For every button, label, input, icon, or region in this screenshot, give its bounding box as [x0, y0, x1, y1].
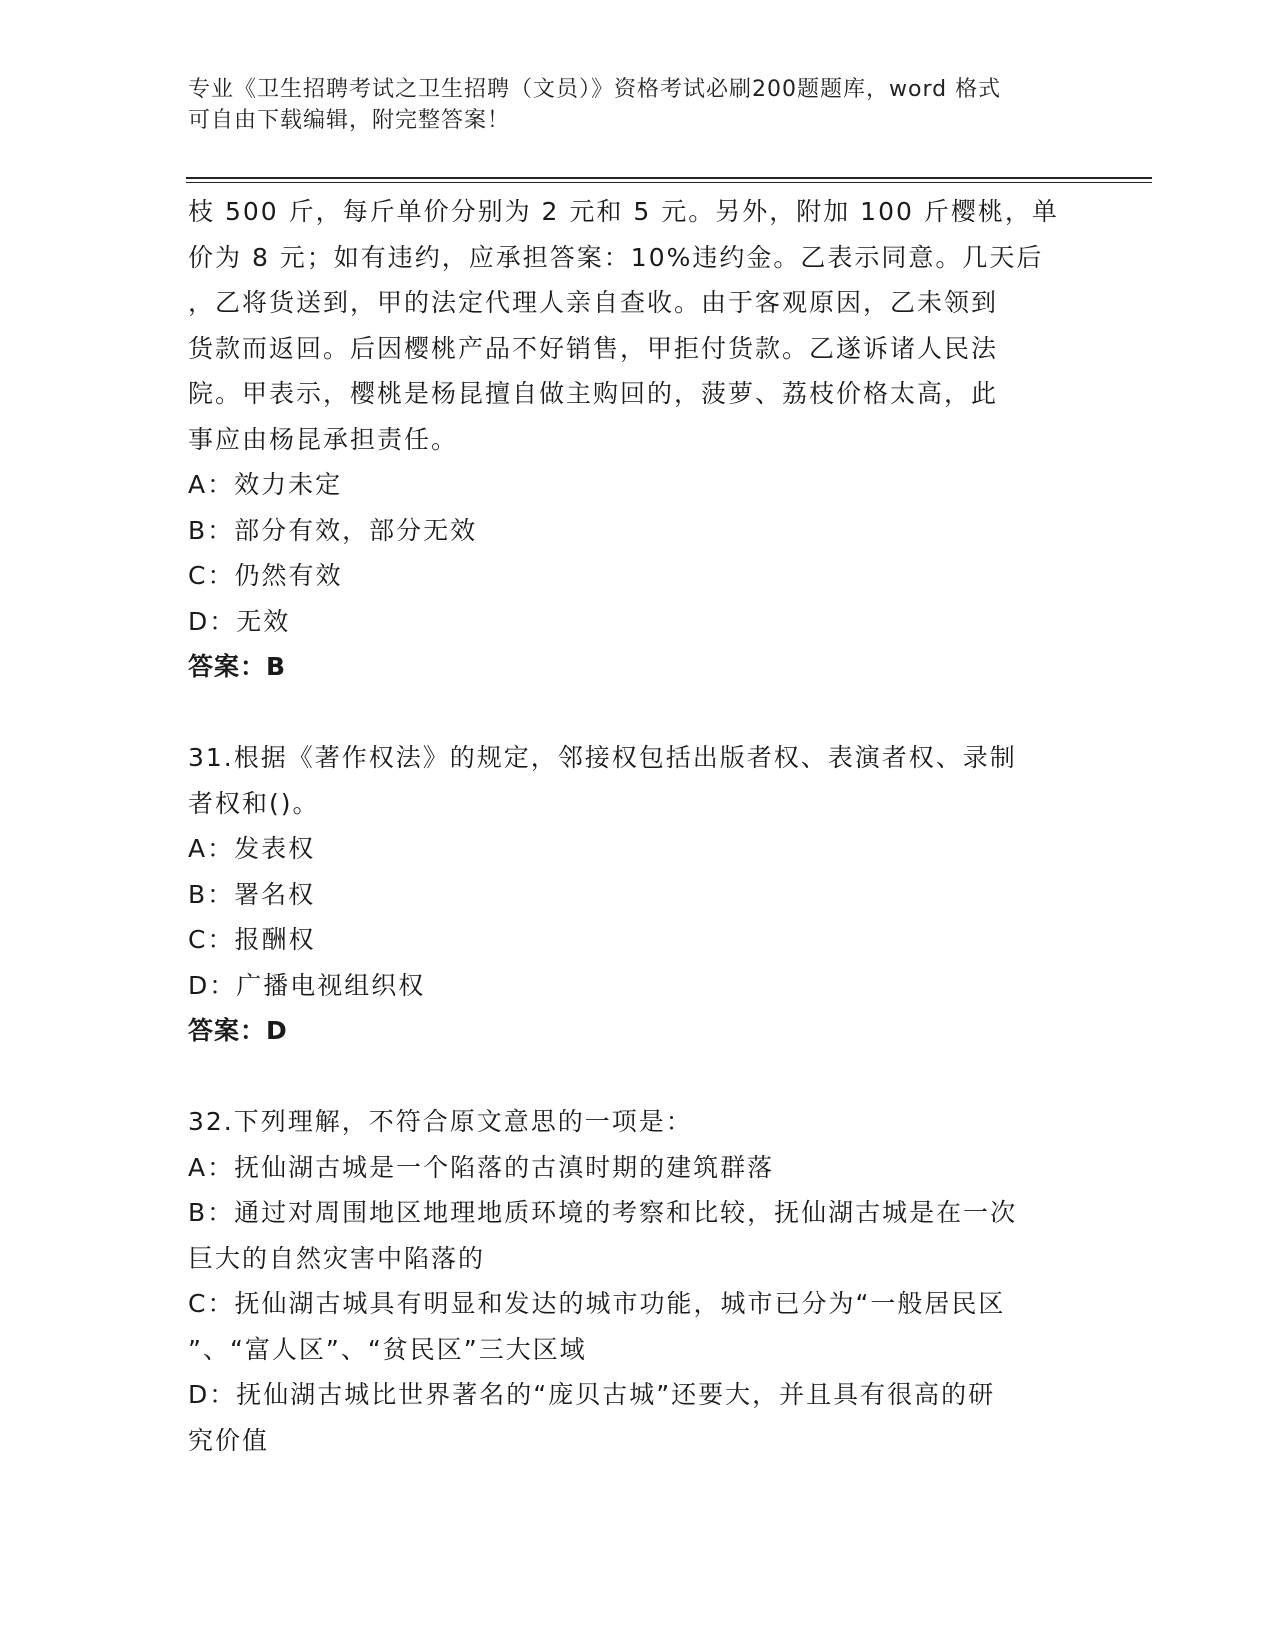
question-spacer [188, 690, 1088, 736]
question-31-text-line: 31.根据《著作权法》的规定，邻接权包括出版者权、表演者权、录制 [188, 743, 1017, 772]
question-31-option-a: A：发表权 [188, 834, 316, 863]
question-30-option-d: D：无效 [188, 606, 291, 636]
question-32-option-d: D：抚仙湖古城比世界著名的“庞贝古城”还要大，并且具有很高的研 [188, 1380, 996, 1409]
question-30-text-line: 院。甲表示，樱桃是杨昆擅自做主购回的，菠萝、荔枝价格太高，此 [188, 379, 999, 408]
question-32-option-a: A：抚仙湖古城是一个陷落的古滇时期的建筑群落 [188, 1152, 775, 1182]
question-31-text-line: 者权和()。 [188, 788, 320, 818]
question-32 [188, 1099, 1088, 1463]
question-30 [188, 189, 1088, 690]
question-30-option-b: B：部分有效，部分无效 [188, 515, 478, 545]
question-31-option-c: C：报酬权 [188, 925, 316, 954]
header-title-line-1: 专业《卫生招聘考试之卫生招聘（文员）》资格考试必刷200题题库，word 格式 [188, 77, 1002, 102]
header-divider-thick [186, 177, 1152, 179]
document-body [188, 189, 1088, 1463]
header-title-line-2: 可自由下载编辑，附完整答案！ [188, 108, 511, 133]
question-32-option-b: B：通过对周围地区地理地质环境的考察和比较，抚仙湖古城是在一次 [188, 1198, 1018, 1227]
question-30-option-a: A：效力未定 [188, 470, 343, 499]
page-header [188, 74, 1078, 136]
question-31-option-d: D：广播电视组织权 [188, 970, 426, 1000]
question-30-text-line: 事应由杨昆承担责任。 [188, 424, 459, 454]
question-32-option-b-continued: 巨大的自然灾害中陷落的 [188, 1243, 486, 1273]
header-divider-thin [186, 182, 1152, 183]
question-31 [188, 735, 1088, 1054]
question-spacer [188, 1054, 1088, 1100]
question-31-answer: 答案：D [188, 1016, 288, 1045]
question-32-text-line: 32.下列理解，不符合原文意思的一项是： [188, 1107, 693, 1136]
question-31-option-b: B：署名权 [188, 879, 316, 909]
question-30-text-line: 货款而返回。后因樱桃产品不好销售，甲拒付货款。乙遂诉诸人民法 [188, 333, 999, 363]
question-30-text-line: ，乙将货送到，甲的法定代理人亲自查收。由于客观原因，乙未领到 [188, 288, 999, 317]
question-30-option-c: C：仍然有效 [188, 561, 343, 590]
question-32-option-c-continued: ”、“富人区”、“贫民区”三大区域 [188, 1334, 587, 1364]
question-30-text-line: 价为 8 元；如有违约，应承担答案：10%违约金。乙表示同意。几天后 [188, 242, 1044, 272]
question-32-option-c: C：抚仙湖古城具有明显和发达的城市功能，城市已分为“一般居民区 [188, 1289, 1006, 1318]
question-30-text-line: 枝 500 斤，每斤单价分别为 2 元和 5 元。另外，附加 100 斤樱桃，单 [188, 197, 1059, 226]
question-30-answer: 答案：B [188, 652, 287, 681]
question-32-option-d-continued: 究价值 [188, 1425, 270, 1455]
